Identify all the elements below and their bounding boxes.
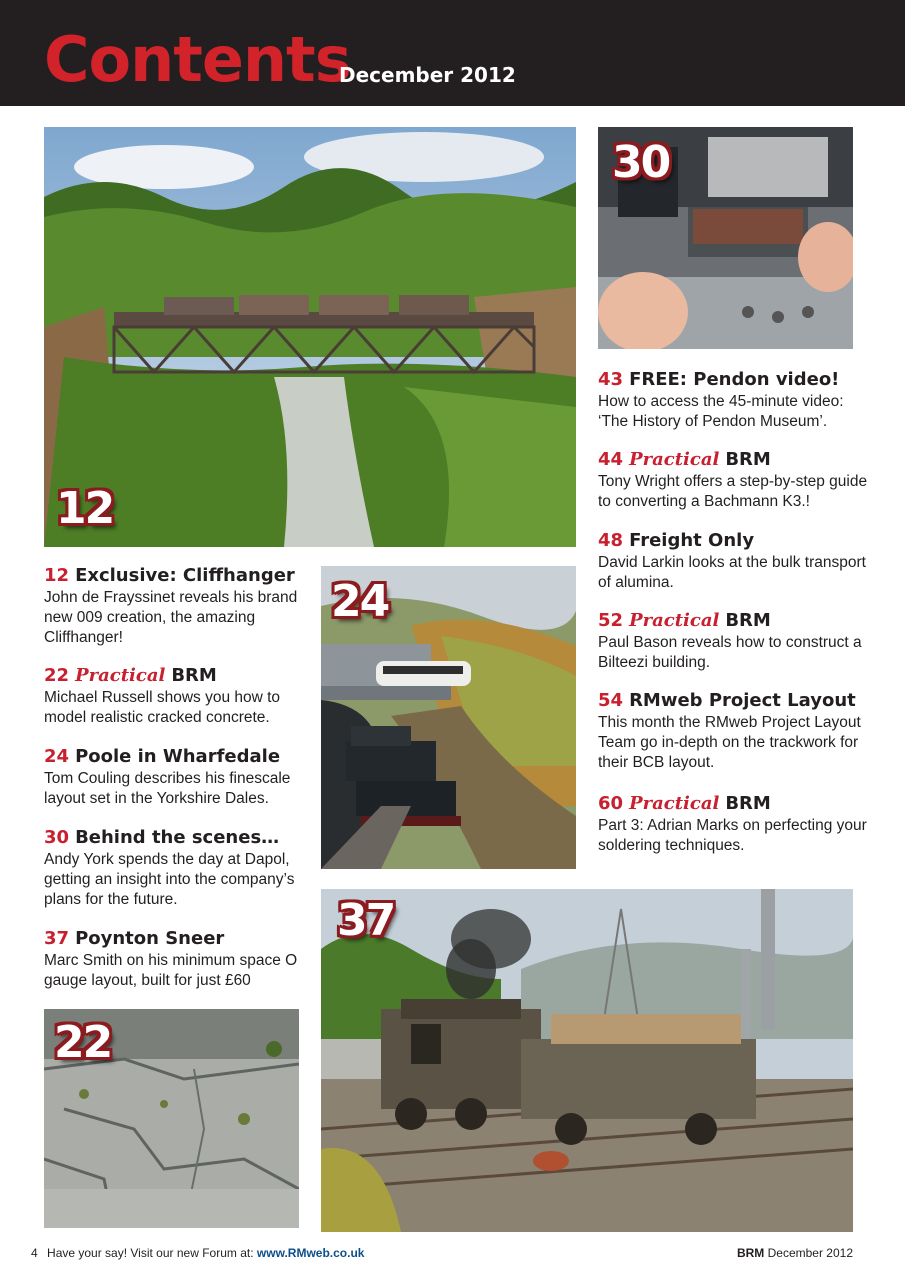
behind-scenes-page-badge: 30 <box>612 137 670 188</box>
entry-pendon-video[interactable] <box>598 369 868 432</box>
entry-title: BRM <box>725 793 771 814</box>
entry-heading <box>44 746 304 768</box>
entry-freight-only[interactable] <box>598 530 868 593</box>
entry-practical-label: Practical <box>629 449 720 470</box>
entry-page-number: 44 <box>598 449 624 470</box>
entry-page-number: 12 <box>44 565 70 586</box>
entry-title: Freight Only <box>629 530 755 551</box>
entry-title: Behind the scenes… <box>75 827 280 848</box>
entry-cliffhanger[interactable] <box>44 565 304 648</box>
entry-heading <box>598 369 868 391</box>
entry-practical-brm-bilteezi[interactable] <box>598 610 868 673</box>
wharfedale-photo <box>321 566 576 869</box>
page-title: Contents <box>44 23 351 96</box>
entry-behind-the-scenes[interactable] <box>44 827 304 910</box>
footer-magazine: BRM <box>736 1246 765 1260</box>
entry-poole-in-wharfedale[interactable] <box>44 746 304 809</box>
entry-practical-brm-concrete[interactable] <box>44 665 304 728</box>
page-header <box>0 0 905 106</box>
page-number: 4 <box>31 1246 38 1260</box>
cracked-concrete-photo <box>44 1009 299 1228</box>
entry-title: BRM <box>171 665 217 686</box>
entry-title: Poole in Wharfedale <box>75 746 281 767</box>
entry-rmweb-project-layout[interactable] <box>598 690 868 773</box>
entry-description: How to access the 45-minute video: ‘The History of Pendon Museum’. <box>598 393 844 430</box>
poynton-sneer-photo <box>321 889 853 1232</box>
entry-description: Part 3: Adrian Marks on perfecting your soldering techniques. <box>598 817 867 854</box>
entry-description: Paul Bason reveals how to construct a Bilteezi building. <box>598 634 862 671</box>
cliffhanger-page-badge: 12 <box>56 483 114 534</box>
entry-description: Michael Russell shows you how to model realistic cracked concrete. <box>44 689 281 726</box>
entry-practical-label: Practical <box>75 665 166 686</box>
entry-title: FREE: Pendon video! <box>629 369 840 390</box>
entry-practical-brm-soldering[interactable] <box>598 793 868 856</box>
entry-heading <box>598 610 868 632</box>
poynton-sneer-page-badge: 37 <box>337 895 395 946</box>
entry-page-number: 22 <box>44 665 70 686</box>
entry-title: BRM <box>725 449 771 470</box>
issue-date: December 2012 <box>339 63 516 87</box>
entry-heading <box>44 827 304 849</box>
entry-poynton-sneer[interactable] <box>44 928 304 991</box>
entry-page-number: 54 <box>598 690 624 711</box>
footer-forum-text: Have your say! Visit our new Forum at: <box>47 1246 254 1260</box>
entry-page-number: 48 <box>598 530 624 551</box>
forum-link[interactable]: www.RMweb.co.uk <box>256 1246 365 1260</box>
entry-practical-label: Practical <box>629 610 720 631</box>
entry-description: This month the RMweb Project Layout Team go in-depth on the trackwork for their BCB layout. <box>598 714 861 771</box>
entry-description: Tom Couling describes his finescale layout set in the Yorkshire Dales. <box>44 770 291 807</box>
entry-description: David Larkin looks at the bulk transport of alumina. <box>598 554 866 591</box>
entry-heading <box>598 793 868 815</box>
footer-right <box>737 1246 853 1260</box>
entry-title: Poynton Sneer <box>75 928 225 949</box>
entry-page-number: 37 <box>44 928 70 949</box>
entry-title: Exclusive: Cliffhanger <box>75 565 295 586</box>
entry-heading <box>44 928 304 950</box>
cliffhanger-photo <box>44 127 576 547</box>
cracked-concrete-page-badge: 22 <box>54 1017 112 1068</box>
entry-description: Tony Wright offers a step-by-step guide to converting a Bachmann K3.! <box>598 473 868 510</box>
entry-practical-brm-k3[interactable] <box>598 449 868 512</box>
entry-heading <box>44 665 304 687</box>
entry-description: Marc Smith on his minimum space O gauge layout, built for just £60 <box>44 952 298 989</box>
entry-practical-label: Practical <box>629 793 720 814</box>
entry-description: Andy York spends the day at Dapol, getting an insight into the company’s plans for the future. <box>44 851 295 908</box>
entry-title: RMweb Project Layout <box>629 690 856 711</box>
footer-left <box>31 1246 364 1260</box>
wharfedale-page-badge: 24 <box>331 576 389 627</box>
entry-description: John de Frayssinet reveals his brand new 009 creation, the amazing Cliffhanger! <box>44 589 298 646</box>
entry-heading <box>598 530 868 552</box>
entry-heading <box>598 449 868 471</box>
entry-title: BRM <box>725 610 771 631</box>
entry-page-number: 43 <box>598 369 624 390</box>
entry-page-number: 60 <box>598 793 624 814</box>
entry-page-number: 52 <box>598 610 624 631</box>
behind-scenes-photo <box>598 127 853 349</box>
entry-heading <box>44 565 304 587</box>
entry-page-number: 24 <box>44 746 70 767</box>
footer-issue: December 2012 <box>767 1246 853 1260</box>
entry-page-number: 30 <box>44 827 70 848</box>
entry-heading <box>598 690 868 712</box>
